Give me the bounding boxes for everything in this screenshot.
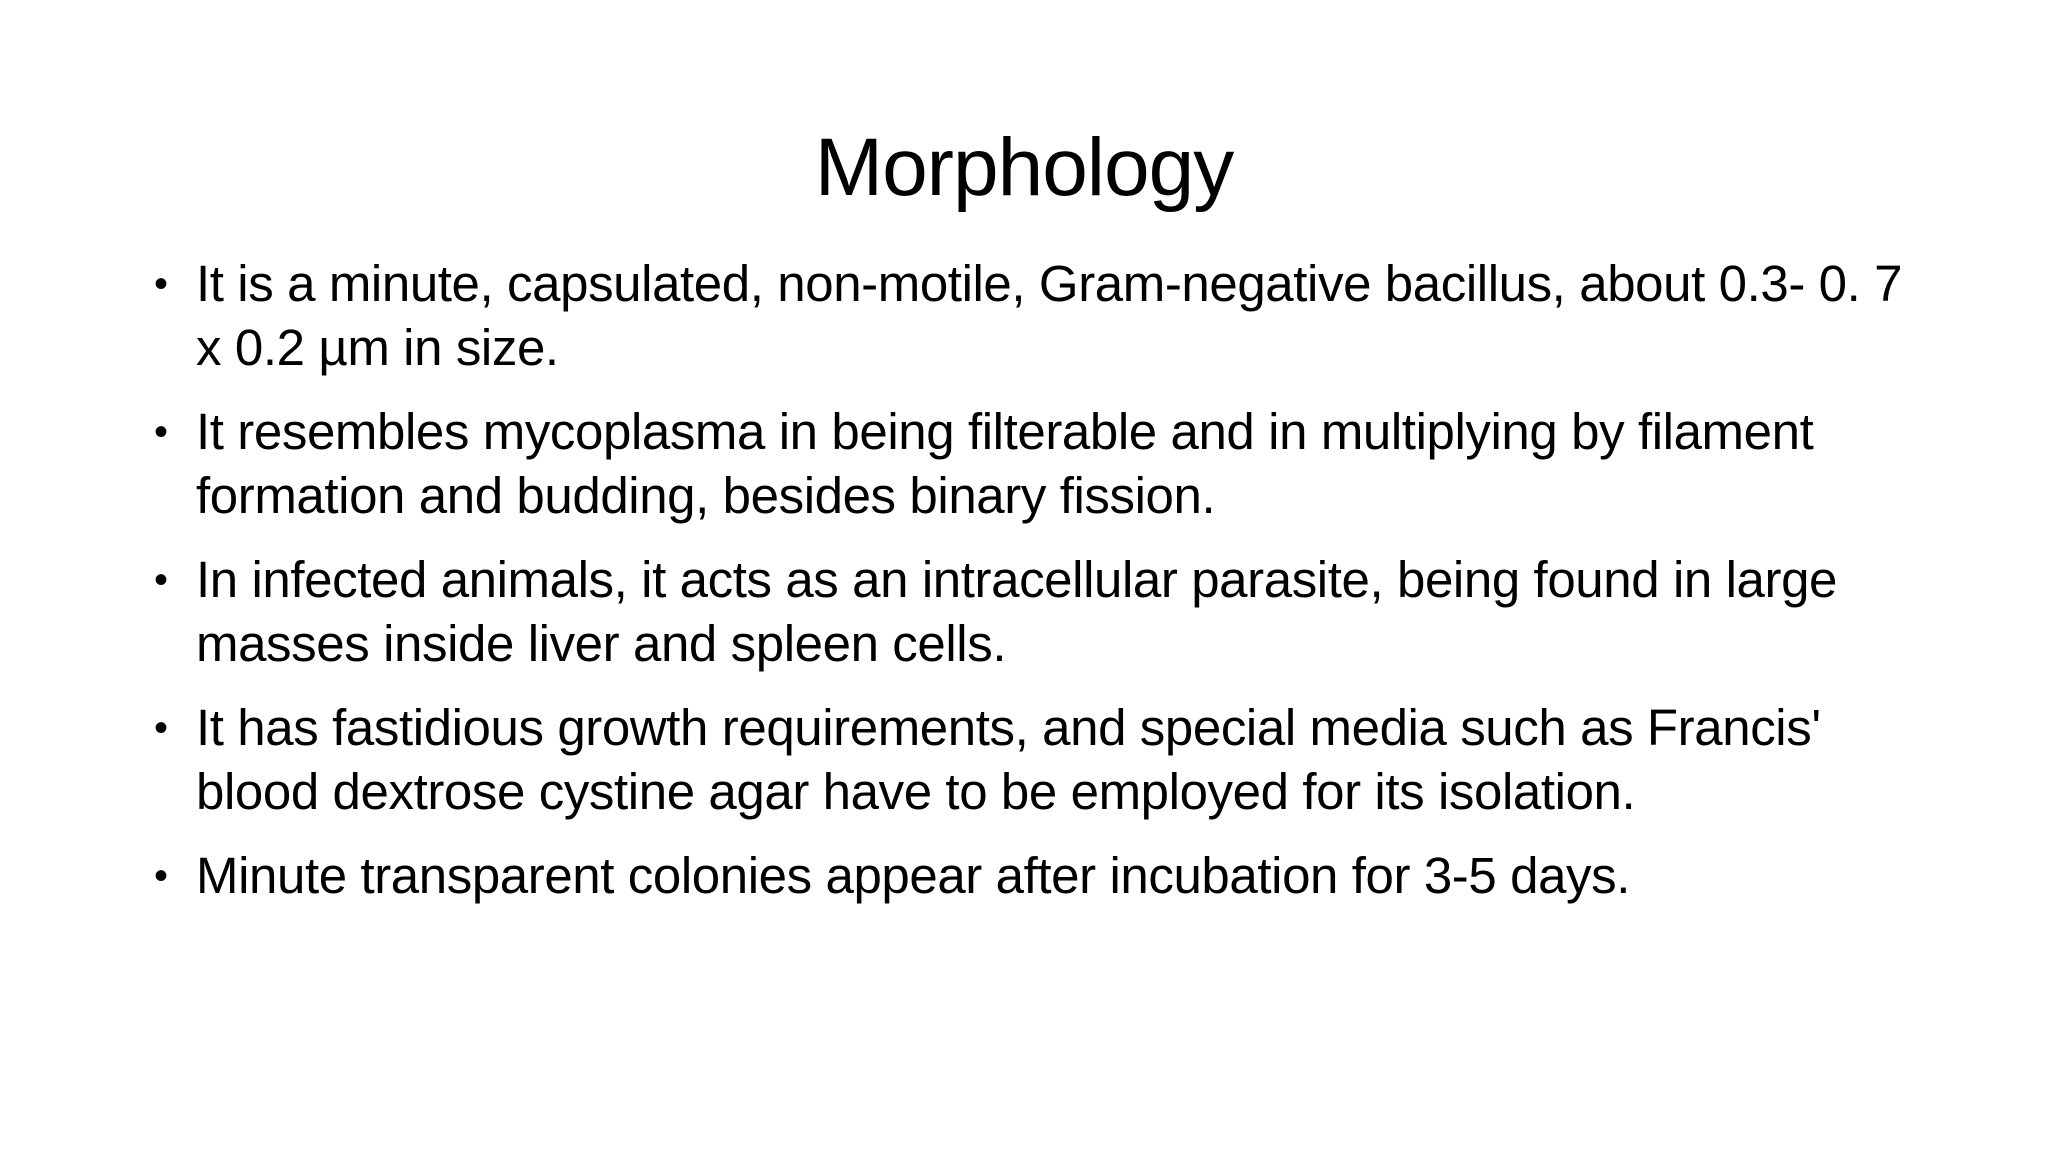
bullet-text: It has fastidious growth requirements, and special media such as Francis' blood dextrose cystine agar have to be employed for its isolation. <box>196 699 1821 820</box>
bullet-item <box>154 696 1914 824</box>
bullet-dot-icon: • <box>154 854 168 898</box>
bullet-text: It resembles mycoplasma in being filterable and in multiplying by filament formation and budding, besides binary fission. <box>196 403 1814 524</box>
bullet-text: Minute transparent colonies appear after incubation for 3-5 days. <box>196 847 1631 904</box>
slide-title: Morphology <box>814 122 1234 213</box>
bullet-dot-icon: • <box>154 706 168 750</box>
bullet-item <box>154 252 1914 380</box>
bullet-item <box>154 400 1914 528</box>
bullet-text: It is a minute, capsulated, non-motile, Gram-negative bacillus, about 0.3- 0. 7 x 0.2 µm in size. <box>196 255 1903 376</box>
bullet-dot-icon: • <box>154 262 168 306</box>
bullet-item <box>154 844 1914 908</box>
bullet-dot-icon: • <box>154 410 168 454</box>
bullet-text: In infected animals, it acts as an intracellular parasite, being found in large masses inside liver and spleen cells. <box>196 551 1838 672</box>
bullet-item <box>154 548 1914 676</box>
bullet-dot-icon: • <box>154 558 168 602</box>
bullet-list <box>154 252 1914 928</box>
